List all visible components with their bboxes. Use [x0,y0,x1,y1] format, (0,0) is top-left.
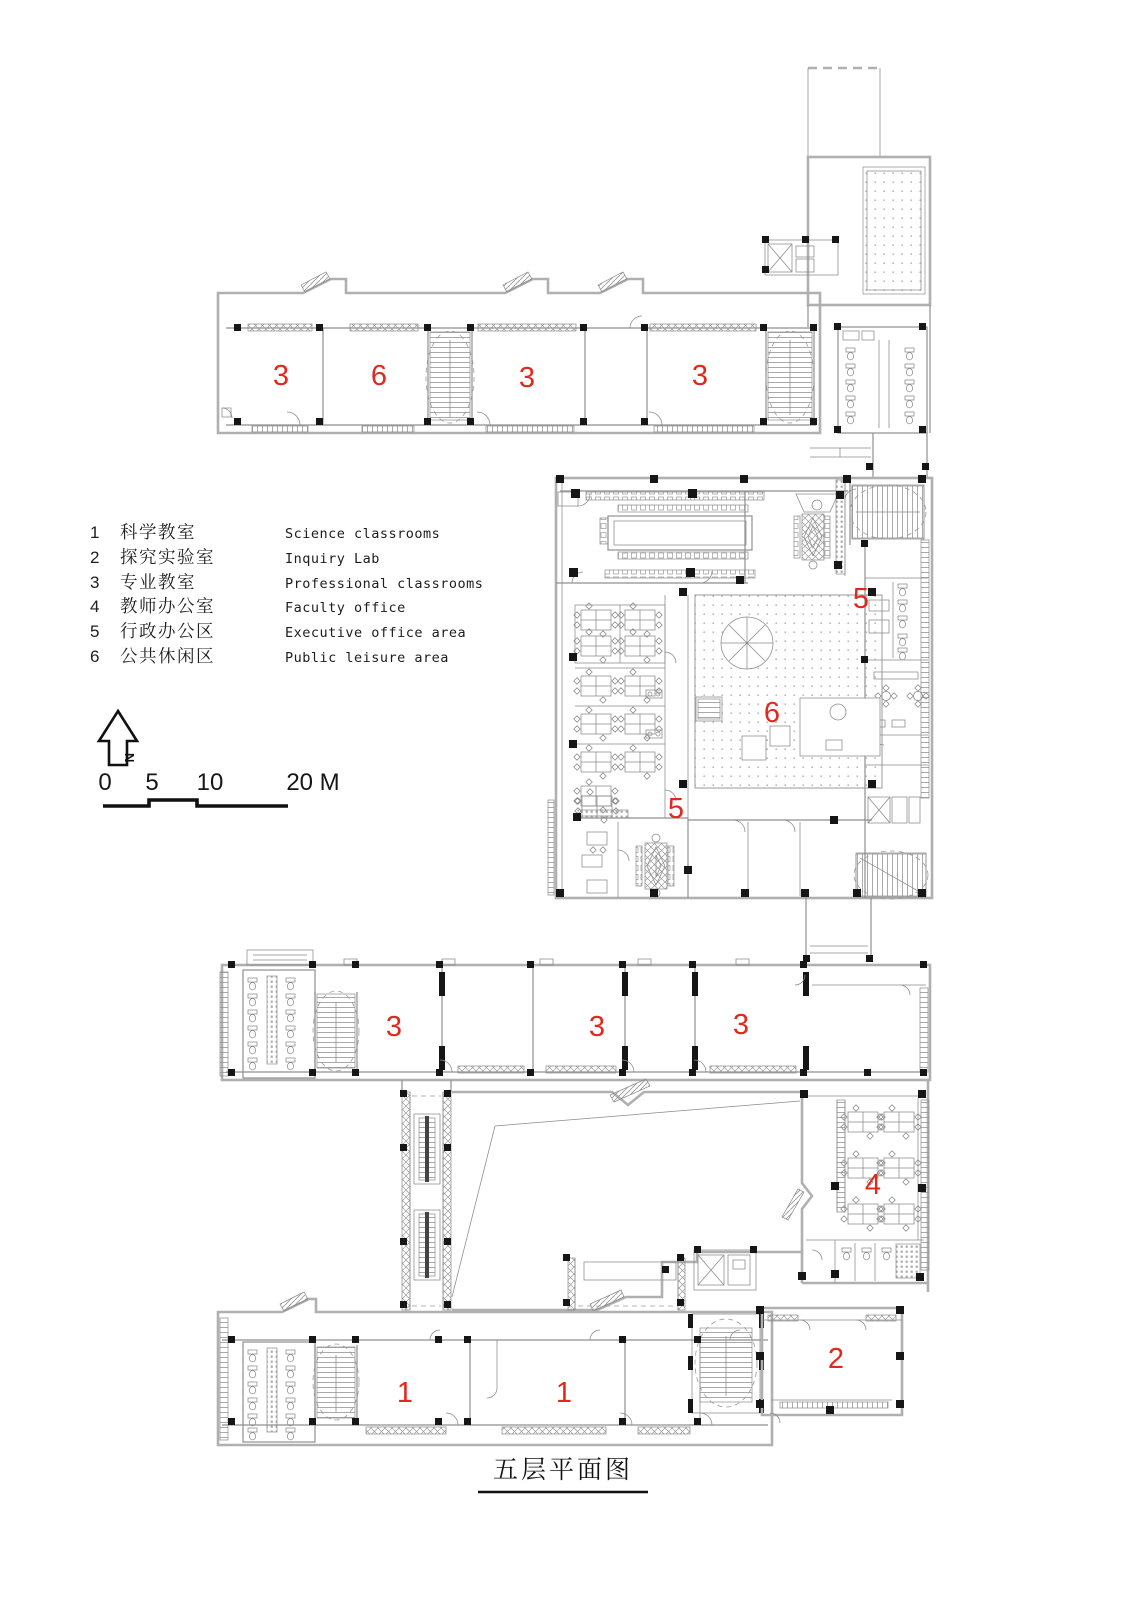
scale-bar [98,769,339,806]
courtyard-void [452,1079,812,1311]
room-label: 6 [763,697,781,729]
legend-label-en: Inquiry Lab [285,550,380,567]
page-title: 五层平面图 [492,1455,634,1484]
room-label: 1 [555,1377,573,1409]
bridge-link [568,1258,685,1310]
legend-number: 2 [90,547,100,567]
scale-tick-label: 10 [196,769,224,796]
room-label: 5 [667,793,685,825]
room-label: 3 [732,1009,750,1041]
room-label: 6 [370,360,388,392]
room-label: 4 [864,1169,882,1201]
middle-wing [220,950,930,1080]
toilet-block-north [810,327,927,478]
scale-tick-label: 20 M [286,769,340,796]
central-block [548,478,932,961]
north-arrow-icon [99,711,137,765]
legend-label-en: Executive office area [285,625,467,642]
legend-label-zh: 专业教室 [120,571,196,592]
room-label: 3 [272,360,290,392]
drawing-title [478,1455,648,1492]
inquiry-lab-block [688,1308,902,1423]
room-label: 3 [588,1011,606,1043]
top-wing [218,272,820,433]
legend-number: 4 [90,597,100,617]
room-label: 2 [827,1343,845,1375]
legend-label-en: Science classrooms [285,526,441,542]
legend-number: 6 [90,646,100,666]
room-label: 3 [385,1011,403,1043]
legend-item [90,618,483,643]
legend-number: 5 [90,622,100,642]
legend [90,519,483,668]
north-label: N [122,753,137,763]
legend-number: 1 [90,523,100,542]
room-label: 3 [518,362,536,394]
structural-columns [228,236,929,1425]
legend-item [90,569,483,594]
escalator-corridor [402,1080,451,1310]
legend-item [90,544,483,569]
legend-label-zh: 公共休闲区 [120,645,215,666]
legend-label-en: Public leisure area [285,649,449,666]
legend-item [90,643,483,668]
legend-label-zh: 探究实验室 [120,546,215,567]
legend-label-zh: 科学教室 [120,522,196,542]
legend-label-en: Faculty office [285,600,406,617]
room-label: 1 [396,1377,414,1409]
legend-item [90,593,483,618]
legend-label-zh: 教师办公室 [120,596,215,617]
legend-number: 3 [90,572,100,592]
room-label: 3 [691,360,709,392]
scale-tick-label: 5 [145,769,159,796]
legend-label-en: Professional classrooms [285,575,484,592]
room-label: 5 [852,583,870,615]
scale-tick-label: 0 [98,769,112,796]
legend-item [90,519,483,544]
legend-label-zh: 行政办公区 [120,621,215,642]
